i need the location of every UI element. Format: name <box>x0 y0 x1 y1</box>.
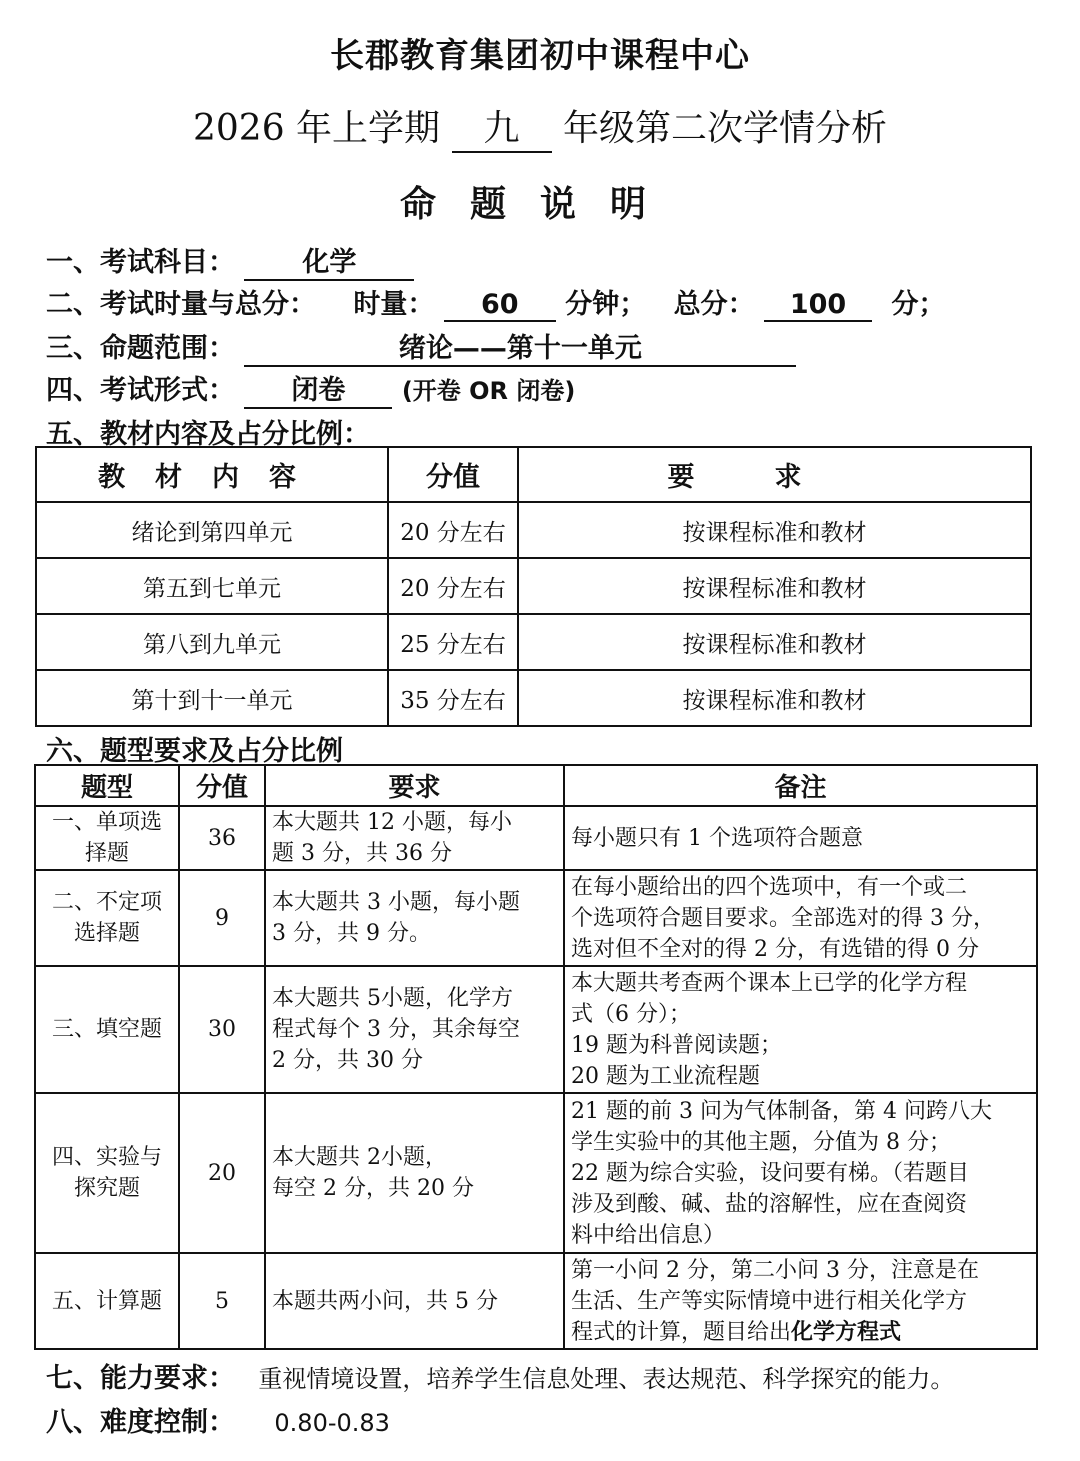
cell-score: 9 <box>179 870 265 966</box>
title-rest: 年级第二次学情分析 <box>562 108 887 149</box>
cell-type <box>35 870 179 966</box>
doc-subtitle: 命题说明 <box>399 183 680 225</box>
cell-line: 二、不定项 <box>51 890 162 915</box>
cell-line: 探究题 <box>73 1176 140 1201</box>
cell-requirement: 按课程标准和教材 <box>518 614 1031 670</box>
difficulty-label: 八、难度控制： <box>46 1407 235 1438</box>
content-heading: 五、教材内容及占分比例： <box>46 419 370 450</box>
total-word: 总分： <box>673 289 755 320</box>
table-header-row <box>36 447 1031 502</box>
cell-line: 三、填空题 <box>51 1017 162 1042</box>
cell-score: 20 分左右 <box>388 502 518 558</box>
cell-content: 绪论到第四单元 <box>36 502 388 558</box>
cell-line: 在每小题给出的四个选项中，有一个或二 <box>571 874 968 900</box>
cell-score: 5 <box>179 1253 265 1349</box>
cell-line: 本大题共 12 小题，每小 <box>272 810 512 835</box>
total-value: 100 <box>764 289 872 322</box>
time-word: 时量： <box>353 289 435 320</box>
subject-row <box>46 240 414 281</box>
total-unit: 分； <box>891 289 946 320</box>
col-header-score: 分值 <box>179 765 265 806</box>
cell-line: 19 题为科普阅读题； <box>571 1032 782 1058</box>
time-unit: 分钟； <box>565 289 647 320</box>
cell-line: 21 题的前 3 问为气体制备，第 4 问跨八大 <box>571 1098 992 1124</box>
cell-content: 第十到十一单元 <box>36 670 388 726</box>
table-row <box>35 870 1037 966</box>
cell-note <box>564 1093 1037 1253</box>
time-value: 60 <box>444 289 556 322</box>
types-heading: 六、题型要求及占分比例 <box>46 736 343 767</box>
cell-requirement <box>265 806 564 870</box>
cell-line: 五、计算题 <box>51 1288 162 1314</box>
cell-score: 30 <box>179 966 265 1093</box>
cell-line: 式（6 分）； <box>571 1001 691 1027</box>
grade-field: 九 <box>452 100 552 153</box>
cell-line: 3 分，共 9 分。 <box>272 921 431 946</box>
scope-row <box>46 326 796 367</box>
cell-line: 22 题为综合实验，设问要有梯。（若题目 <box>571 1160 969 1186</box>
cell-text-bold: 化学方程式 <box>791 1318 902 1345</box>
cell-score: 20 分左右 <box>388 558 518 614</box>
form-row <box>46 368 575 409</box>
content-table <box>35 446 1032 727</box>
cell-type <box>35 966 179 1093</box>
cell-line: 本大题共 2小题， <box>272 1145 447 1170</box>
cell-line <box>571 1317 1030 1348</box>
cell-line: 本大题共 5小题，化学方 <box>272 986 513 1011</box>
cell-line: 每小题只有 1 个选项符合题意 <box>571 825 863 851</box>
subject-value: 化学 <box>244 240 414 281</box>
cell-line: 选对但不全对的得 2 分，有选错的得 0 分 <box>571 936 979 962</box>
cell-line: 料中给出信息） <box>571 1222 726 1248</box>
cell-line: 生活、生产等实际情境中进行相关化学方 <box>571 1288 968 1314</box>
table-row <box>36 614 1031 670</box>
cell-type <box>35 806 179 870</box>
question-type-table <box>34 764 1038 1350</box>
cell-line: 每空 2 分，共 20 分 <box>272 1176 474 1201</box>
time-row <box>46 282 945 322</box>
cell-line: 本大题共考查两个课本上已学的化学方程 <box>571 970 968 996</box>
cell-note <box>564 966 1037 1093</box>
cell-note <box>564 870 1037 966</box>
cell-requirement: 按课程标准和教材 <box>518 502 1031 558</box>
scope-label: 三、命题范围： <box>46 333 235 364</box>
table-row <box>36 670 1031 726</box>
cell-requirement: 按课程标准和教材 <box>518 670 1031 726</box>
cell-content: 第八到九单元 <box>36 614 388 670</box>
table-row <box>35 806 1037 870</box>
form-value: 闭卷 <box>244 368 392 409</box>
difficulty-row <box>46 1400 390 1439</box>
cell-requirement <box>265 966 564 1093</box>
cell-score: 35 分左右 <box>388 670 518 726</box>
cell-line: 学生实验中的其他主题，分值为 8 分； <box>571 1129 951 1155</box>
cell-line: 涉及到酸、碱、盐的溶解性，应在查阅资 <box>571 1191 968 1217</box>
cell-score: 20 <box>179 1093 265 1253</box>
cell-line: 程式每个 3 分，其余每空 <box>272 1017 520 1042</box>
subject-label: 一、考试科目： <box>46 247 235 278</box>
table-row <box>36 558 1031 614</box>
col-header-type: 题型 <box>35 765 179 806</box>
cell-requirement <box>265 1253 564 1349</box>
org-title: 长郡教育集团初中课程中心 <box>330 36 750 76</box>
table-row <box>35 1093 1037 1253</box>
table-header-row <box>35 765 1037 806</box>
difficulty-value: 0.80-0.83 <box>274 1409 390 1437</box>
cell-note <box>564 1253 1037 1349</box>
col-header-note: 备注 <box>564 765 1037 806</box>
form-label: 四、考试形式： <box>46 375 235 406</box>
ability-row <box>46 1356 954 1395</box>
cell-line: 个选项符合题目要求。全部选对的得 3 分， <box>571 905 995 931</box>
col-header-requirement: 要求 <box>518 447 1031 502</box>
cell-requirement <box>265 1093 564 1253</box>
cell-text: 程式的计算，题目给出 <box>571 1319 792 1345</box>
cell-line: 一、单项选 <box>51 810 162 835</box>
cell-line: 本大题共 3 小题，每小题 <box>272 890 520 915</box>
time-label: 二、考试时量与总分： <box>46 289 316 320</box>
col-header-content: 教材内容 <box>36 447 388 502</box>
ability-label: 七、能力要求： <box>46 1363 235 1394</box>
cell-requirement: 按课程标准和教材 <box>518 558 1031 614</box>
cell-line: 本题共两小问，共 5 分 <box>272 1288 498 1314</box>
table-row <box>35 1253 1037 1349</box>
cell-line: 选择题 <box>73 921 140 946</box>
cell-requirement <box>265 870 564 966</box>
cell-line: 第一小问 2 分，第二小问 3 分，注意是在 <box>571 1257 979 1283</box>
cell-type <box>35 1253 179 1349</box>
cell-line: 20 题为工业流程题 <box>571 1063 760 1089</box>
ability-value: 重视情境设置，培养学生信息处理、表达规范、科学探究的能力。 <box>258 1365 955 1393</box>
cell-score: 25 分左右 <box>388 614 518 670</box>
cell-note <box>564 806 1037 870</box>
exam-title <box>0 100 1080 153</box>
title-term: 2026 年上学期 <box>193 108 441 149</box>
table-row <box>36 502 1031 558</box>
cell-content: 第五到七单元 <box>36 558 388 614</box>
cell-line: 择题 <box>84 841 129 866</box>
col-header-score: 分值 <box>388 447 518 502</box>
cell-line: 四、实验与 <box>51 1145 162 1170</box>
cell-type <box>35 1093 179 1253</box>
cell-line: 2 分，共 30 分 <box>272 1048 423 1073</box>
col-header-requirement: 要求 <box>265 765 564 806</box>
cell-score: 36 <box>179 806 265 870</box>
table-row <box>35 966 1037 1093</box>
scope-value: 绪论——第十一单元 <box>244 326 796 367</box>
form-note: (开卷 OR 闭卷) <box>401 377 576 405</box>
cell-line: 题 3 分，共 36 分 <box>272 841 452 866</box>
